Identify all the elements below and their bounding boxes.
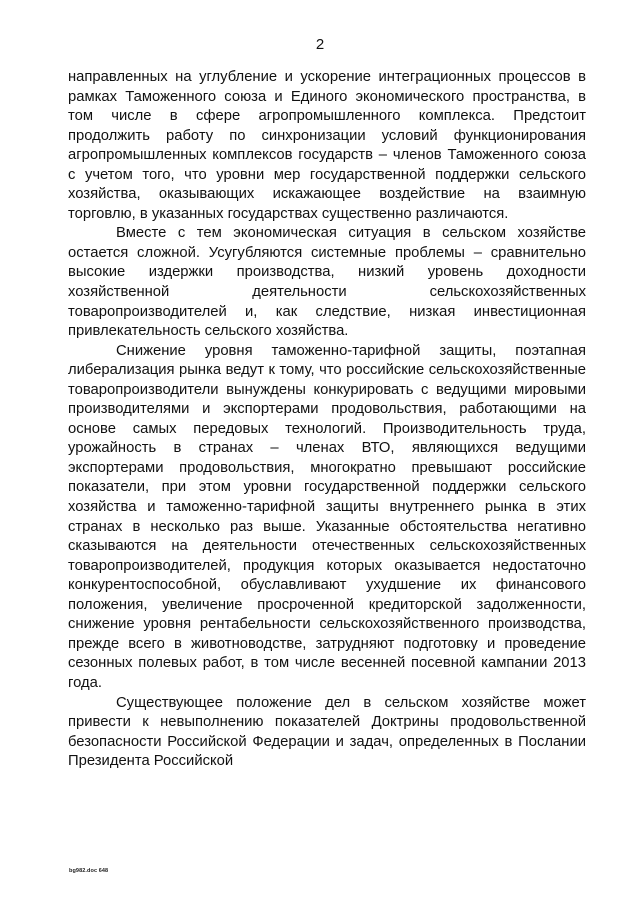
footer-file-code: bg982.doc 648 (69, 868, 109, 874)
paragraph-economic-situation: Вместе с тем экономическая ситуация в сельском хозяйстве остается сложной. Усугубляются системные проблемы – сравнительно высокие издержки производства, низкий уровень доходности хозяйственной деятельности сельскохозяйственных товаропроизводителей и, как следствие, низкая инвестиционная привлекательность сельского хозяйства. (68, 225, 586, 340)
page-number: 2 (315, 36, 325, 53)
document-body (68, 68, 586, 772)
paragraph-current-state: Существующее положение дел в сельском хозяйстве может привести к невыполнению показателей Доктрины продовольственной безопасности Российской Федерации и задач, определенных в Послании Президента Российской (68, 694, 586, 770)
paragraph-continuation: направленных на углубление и ускорение интеграционных процессов в рамках Таможенного союза и Единого экономического пространства, в том числе в сфере агропромышленного комплекса. Предстоит продолжить работу по синхронизации условий функционирования агропромышленных комплексов государств – членов Таможенного союза с учетом того, что уровни мер государственной поддержки сельского хозяйства, оказывающих искажающее воздействие на взаимную торговлю, в указанных государствах существенно различаются. (68, 69, 586, 222)
paragraph-tariff-protection: Снижение уровня таможенно-тарифной защиты, поэтапная либерализация рынка ведут к тому, что российские сельскохозяйственные товаропроизводители вынуждены конкурировать с ведущими мировыми производителями и экспортерами продовольствия, работающими на основе самых передовых технологий. Производительность труда, урожайность в странах – членах ВТО, являющихся ведущими экспортерами продовольствия, многократно превышают российские показатели, при этом уровни государственной поддержки сельского хозяйства и таможенно-тарифной защиты внутреннего рынка в этих странах в несколько раз выше. Указанные обстоятельства негативно сказываются на деятельности отечественных сельскохозяйственных товаропроизводителей, продукция которых оказывается недостаточно конкурентоспособной, обуславливают ухудшение их финансового положения, увеличение просроченной кредиторской задолженности, снижение уровня рентабельности сельскохозяйственного производства, прежде всего в животноводстве, затрудняют подготовку и проведение сезонных полевых работ, в том числе весенней посевной кампании 2013 года. (68, 342, 586, 691)
